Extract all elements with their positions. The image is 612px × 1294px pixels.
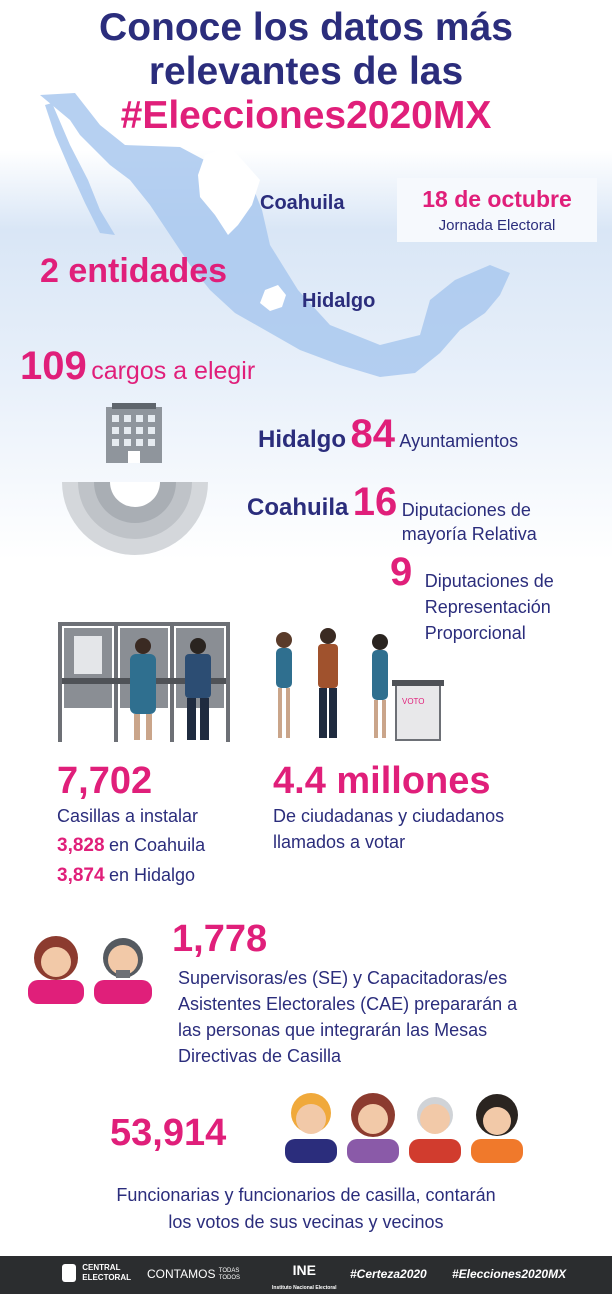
casillas-coahuila-label: en Coahuila [109, 835, 206, 855]
hashtag-certeza: #Certeza2020 [350, 1267, 427, 1281]
diputaciones-mr-label [402, 498, 537, 546]
hashtag-elecciones: #Elecciones2020MX [452, 1267, 567, 1281]
ine-sub-label: Instituto Nacional Electoral [272, 1285, 337, 1291]
officials-text [0, 1182, 612, 1236]
contamos-label: CONTAMOS [147, 1267, 216, 1281]
city-hall-icon [104, 403, 164, 465]
ine-label: INE [292, 1262, 316, 1278]
voting-booths-illustration [58, 622, 230, 742]
map-label-coahuila: Coahuila [260, 192, 345, 214]
diputaciones-mr-label-2: mayoría Relativa [401, 524, 537, 544]
diputaciones-mr-state: Coahuila [247, 494, 349, 521]
officials-icon [283, 1085, 528, 1165]
supervisors-line-2: Asistentes Electorales (CAE) prepararán a [178, 994, 518, 1014]
title-line-3: #Elecciones2020MX [120, 94, 492, 137]
election-date-box [397, 178, 597, 242]
central-electoral-icon [62, 1264, 76, 1282]
ballot-box-label: VOTO [402, 697, 425, 706]
ayuntamientos-number: 84 [350, 412, 395, 456]
casillas-hidalgo [57, 865, 195, 887]
supervisors-line-3: las personas que integrarán las Mesas [178, 1020, 488, 1040]
contamos-small-2: TODOS [218, 1274, 241, 1281]
central-electoral-logo [62, 1263, 131, 1283]
supervisors-text [178, 965, 517, 1069]
contamos-small-1: TODAS [218, 1267, 240, 1274]
page-title [0, 6, 612, 138]
diputaciones-mr-row [247, 480, 537, 546]
citizens-line-1: De ciudadanas y ciudadanos [273, 806, 505, 826]
casillas-hidalgo-label: en Hidalgo [109, 865, 196, 885]
casillas-coahuila [57, 835, 205, 857]
central-label-2: ELECTORAL [82, 1273, 131, 1282]
central-label-1: CENTRAL [82, 1263, 121, 1272]
diputaciones-mr-label-1: Diputaciones de [401, 500, 531, 520]
officials-number: 53,914 [110, 1112, 227, 1154]
contamos-logo [147, 1267, 240, 1282]
supervisors-icon [26, 930, 156, 1005]
citizens-line-2: llamados a votar [273, 832, 406, 852]
ayuntamientos-row [258, 412, 518, 457]
casillas-total: 7,702 [57, 760, 153, 802]
casillas-label: Casillas a instalar [57, 806, 199, 826]
map-label-hidalgo: Hidalgo [302, 290, 376, 312]
title-line-1: Conoce los datos más [99, 6, 513, 49]
supervisors-number: 1,778 [172, 918, 268, 960]
diputaciones-rp-number: 9 [390, 550, 413, 594]
title-line-2: relevantes de las [148, 50, 464, 93]
election-date: 18 de octubre [422, 186, 572, 212]
ayuntamientos-label: Ayuntamientos [399, 431, 519, 451]
entities-count: 2 entidades [40, 252, 228, 290]
positions-label: cargos a elegir [91, 357, 256, 385]
diputaciones-mr-number: 16 [352, 480, 398, 524]
diputaciones-rp-label-3: Proporcional [424, 623, 526, 643]
officials-line-1: Funcionarias y funcionarios de casilla, contarán [116, 1185, 496, 1205]
voters-illustration [268, 628, 446, 743]
positions-summary [20, 344, 255, 389]
casillas-hidalgo-number: 3,874 [57, 865, 105, 886]
congress-icon [60, 480, 210, 555]
citizens-number: 4.4 millones [273, 760, 491, 802]
casillas-coahuila-number: 3,828 [57, 835, 105, 856]
footer-bar [0, 1256, 612, 1294]
election-date-label: Jornada Electoral [438, 217, 556, 234]
ine-logo [272, 1262, 336, 1292]
supervisors-line-1: Supervisoras/es (SE) y Capacitadoras/es [178, 968, 508, 988]
diputaciones-rp-label-1: Diputaciones de [424, 571, 554, 591]
ayuntamientos-state: Hidalgo [258, 426, 346, 453]
diputaciones-rp-label-2: Representación [424, 597, 551, 617]
officials-line-2: los votos de sus vecinas y vecinos [168, 1212, 444, 1232]
positions-number: 109 [20, 344, 87, 388]
supervisors-line-4: Directivas de Casilla [178, 1046, 342, 1066]
